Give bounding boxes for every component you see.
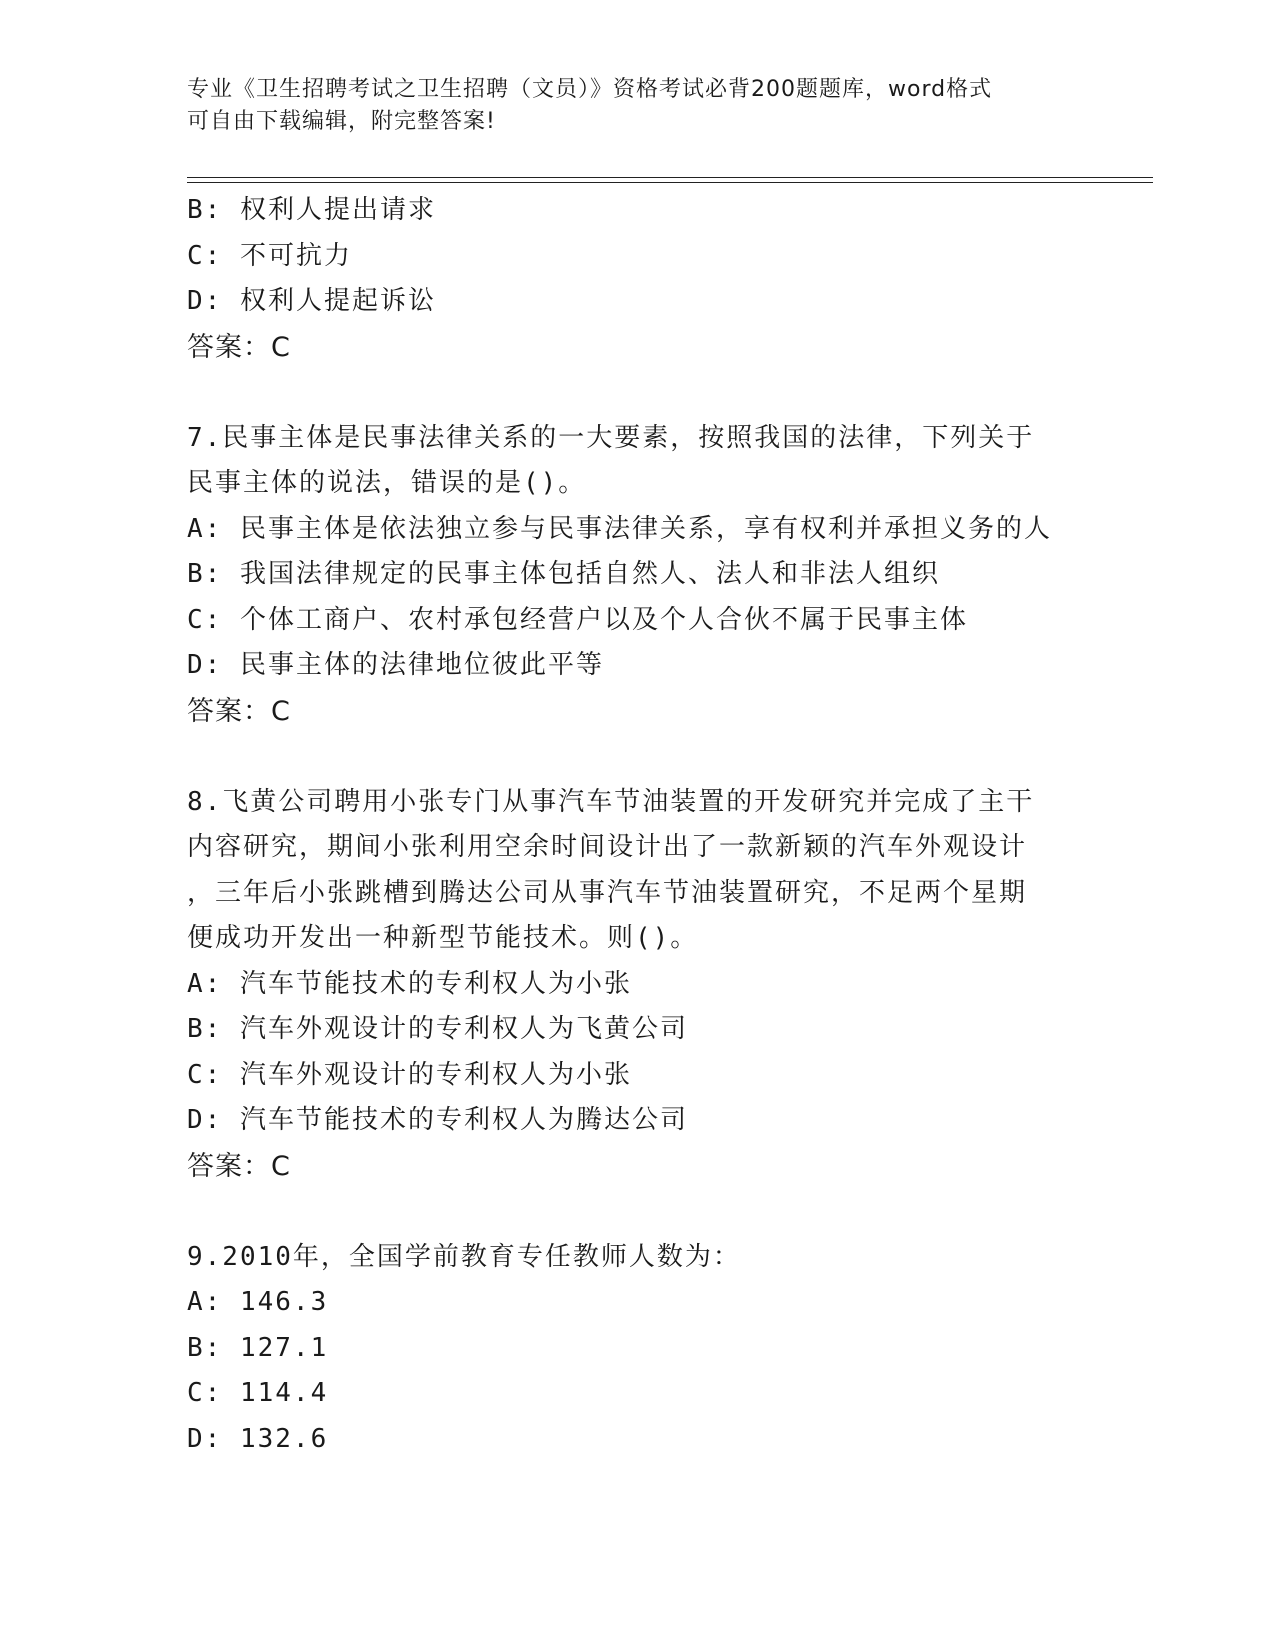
header-line-2: 可自由下载编辑，附完整答案! <box>187 109 496 134</box>
question-9 <box>187 1235 1087 1463</box>
option-label: B: <box>187 195 223 225</box>
option-text: 汽车外观设计的专利权人为小张 <box>239 1059 632 1090</box>
question-6-tail <box>187 188 1087 370</box>
answer-line: 答案：C <box>187 695 291 727</box>
document-header <box>187 74 1067 138</box>
option-b <box>187 552 1087 598</box>
option-label: C: <box>187 1378 223 1408</box>
option-text: 我国法律规定的民事主体包括自然人、法人和非法人组织 <box>239 559 940 589</box>
option-text: 民事主体的法律地位彼此平等 <box>239 650 604 680</box>
question-stem-line: 9.2010年，全国学前教育专任教师人数为： <box>187 1241 741 1272</box>
option-label: B: <box>187 1014 223 1044</box>
question-7 <box>187 416 1087 735</box>
option-a <box>187 1280 1087 1326</box>
option-text: 权利人提起诉讼 <box>239 286 436 316</box>
option-text: 汽车外观设计的专利权人为飞黄公司 <box>239 1014 688 1044</box>
option-c <box>187 234 1087 280</box>
option-label: D: <box>187 1105 223 1135</box>
option-label: A: <box>187 968 223 999</box>
option-b <box>187 1326 1087 1372</box>
option-text: 个体工商户、农村承包经营户以及个人合伙不属于民事主体 <box>239 604 968 635</box>
spacer <box>187 1189 1087 1235</box>
header-divider-bottom <box>187 182 1153 183</box>
option-a <box>187 962 1087 1008</box>
option-text: 132.6 <box>239 1423 329 1454</box>
option-text: 146.3 <box>239 1287 329 1317</box>
answer-line: 答案：C <box>187 1150 291 1182</box>
option-d <box>187 279 1087 325</box>
option-label: B: <box>187 559 223 589</box>
option-label: C: <box>187 1059 223 1090</box>
option-text: 不可抗力 <box>239 240 352 271</box>
question-8 <box>187 780 1087 1190</box>
option-label: C: <box>187 240 223 271</box>
question-stem-line: 民事主体的说法，错误的是()。 <box>187 468 587 498</box>
option-d <box>187 1417 1087 1463</box>
option-label: B: <box>187 1332 223 1363</box>
option-text: 民事主体是依法独立参与民事法律关系，享有权利并承担义务的人 <box>239 513 1052 544</box>
question-stem-line: 7.民事主体是民事法律关系的一大要素，按照我国的法律，下列关于 <box>187 422 1035 453</box>
question-stem-line: ，三年后小张跳槽到腾达公司从事汽车节油装置研究，不足两个星期 <box>187 877 1028 908</box>
answer-line: 答案：C <box>187 331 291 363</box>
question-stem-line: 便成功开发出一种新型节能技术。则()。 <box>187 923 699 953</box>
option-label: D: <box>187 1423 223 1454</box>
question-stem-line: 内容研究，期间小张利用空余时间设计出了一款新颖的汽车外观设计 <box>187 832 1028 862</box>
option-text: 汽车节能技术的专利权人为腾达公司 <box>239 1105 688 1135</box>
option-label: C: <box>187 604 223 635</box>
option-label: D: <box>187 286 223 316</box>
option-label: A: <box>187 1287 223 1317</box>
option-text: 汽车节能技术的专利权人为小张 <box>239 968 632 999</box>
spacer <box>187 734 1087 780</box>
option-c <box>187 1371 1087 1417</box>
option-d <box>187 643 1087 689</box>
option-text: 权利人提出请求 <box>239 195 436 225</box>
option-c <box>187 598 1087 644</box>
header-divider-top <box>187 177 1153 178</box>
option-label: A: <box>187 513 223 544</box>
option-b <box>187 1007 1087 1053</box>
option-label: D: <box>187 650 223 680</box>
option-b <box>187 188 1087 234</box>
question-stem-line: 8.飞黄公司聘用小张专门从事汽车节油装置的开发研究并完成了主干 <box>187 786 1035 817</box>
option-a <box>187 507 1087 553</box>
header-line-1: 专业《卫生招聘考试之卫生招聘（文员）》资格考试必背200题题库，word格式 <box>187 77 993 102</box>
option-c <box>187 1053 1087 1099</box>
question-list <box>187 188 1087 1462</box>
option-text: 127.1 <box>239 1332 329 1363</box>
spacer <box>187 370 1087 416</box>
option-d <box>187 1098 1087 1144</box>
option-text: 114.4 <box>239 1378 329 1408</box>
